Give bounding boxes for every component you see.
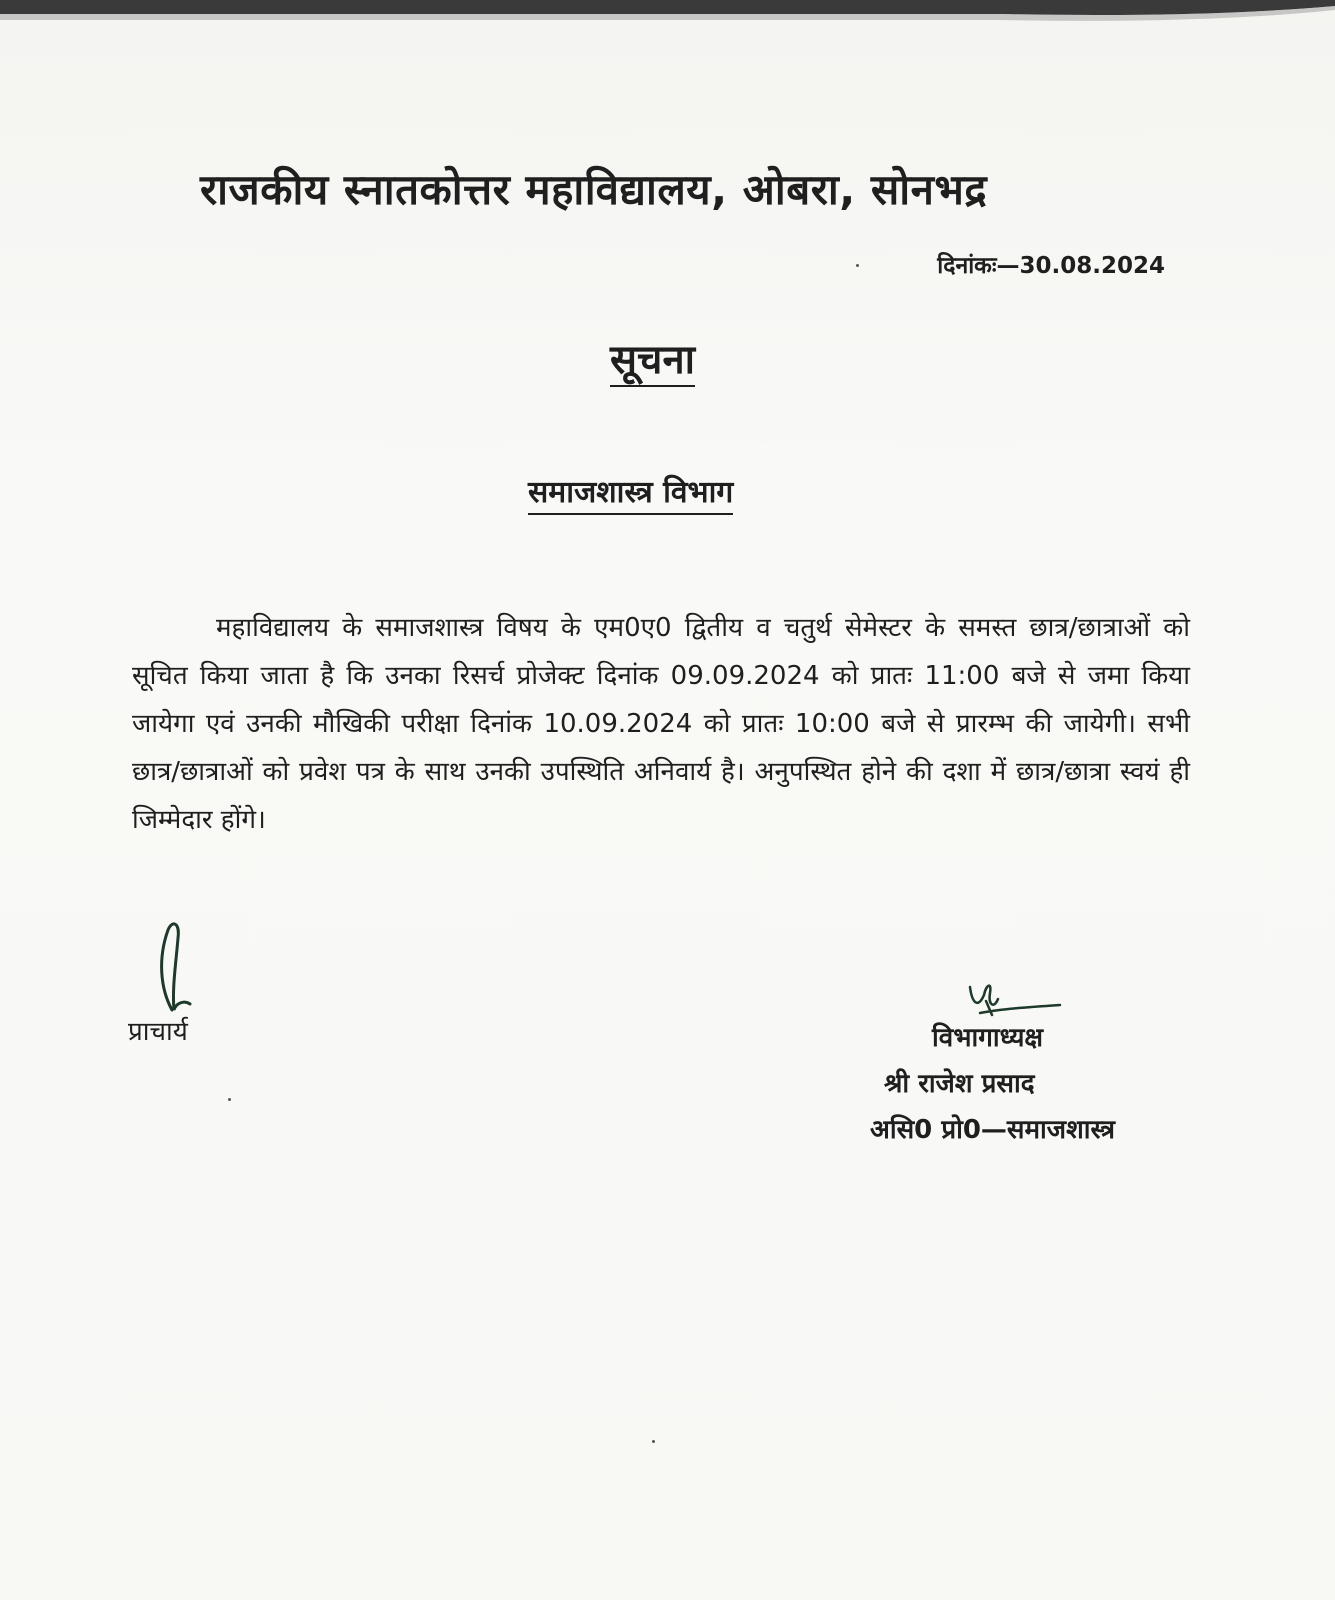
hod-title: विभागाध्यक्ष: [932, 1023, 1044, 1053]
department-heading: समाजशास्त्र विभाग: [528, 470, 733, 515]
hod-name: श्री राजेश प्रसाद: [884, 1069, 1035, 1099]
hod-post: असि0 प्रो0—समाजशास्त्र: [870, 1115, 1115, 1145]
principal-label: प्राचार्य: [128, 1017, 188, 1047]
principal-signature-icon: [150, 918, 210, 1018]
notice-heading: [0, 330, 1335, 385]
paper-speck: [856, 264, 859, 267]
notice-date: दिनांकः—30.08.2024: [937, 253, 1165, 279]
hod-details: [870, 1015, 1190, 1153]
notice-body: महाविद्यालय के समाजशास्त्र विषय के एम0ए0 द्वितीय व चतुर्थ सेमेस्टर के समस्त छात्र/छात्राओं को सूचित किया जाता है कि उनका रिसर्च प्रोजेक्ट दिनांक 09.09.2024 को प्रातः 11:00 बजे से जमा किया जायेगा एवं उनकी मौखिकी परीक्षा दिनांक 10.09.2024 को प्रातः 10:00 बजे से प्रारम्भ की जायेगी। सभी छात्र/छात्राओं को प्रवेश पत्र के साथ उनकी उपस्थिति अनिवार्य है। अनुपस्थित होने की दशा में छात्र/छात्रा स्वयं ही जिम्मेदार होंगे।: [132, 613, 1190, 835]
page-top-edge-shadow: [0, 0, 1335, 30]
college-name: राजकीय स्नातकोत्तर महाविद्यालय, ओबरा, सोनभद्र: [200, 165, 988, 214]
notice-heading-text: सूचना: [610, 337, 695, 387]
paper-speck: [652, 1440, 655, 1443]
paper-speck: [228, 1098, 231, 1101]
